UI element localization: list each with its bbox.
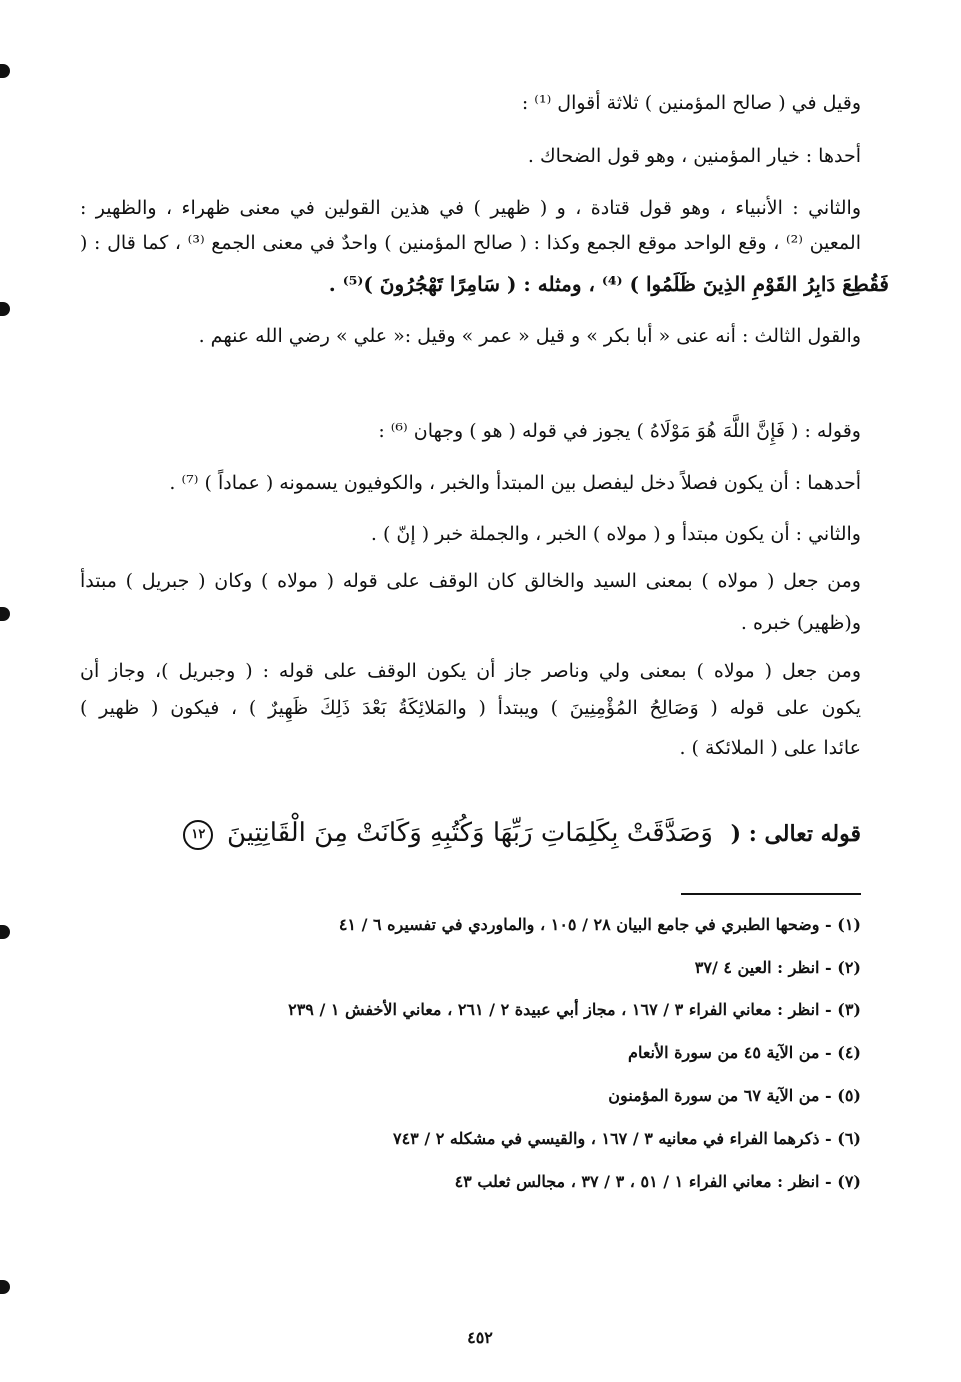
body-line-5: فَقُطِعَ دَابِرُ القَوْمِ الذِينَ ظَلَمُوا ) ⁽⁴⁾ ، ومثله : ( سَامِرًا تَهْجُرُونَ )⁽⁵⁾ . — [328, 272, 889, 296]
body-line-1: وقيل في ( صالح المؤمنين ) ثلاثة أقوال ⁽¹⁾ : — [521, 92, 861, 114]
body-line-14: عائدا على ( الملائكة ) . — [679, 737, 861, 759]
body-line-3: والثاني : الأنبياء ، وهو قول قتادة ، و ( ظهير ) في هذين القولين في معنى ظهراء ، والظهير : — [80, 197, 861, 219]
scan-edge-mark — [0, 607, 10, 621]
body-line-4: المعين ⁽²⁾ ، وقع الواحد موقع الجمع وكذا : ( صالح المؤمنين ) واحدٌ في معنى الجمع ⁽³⁾ ، كما قال : ( — [80, 232, 861, 254]
footnote-4: (٤) - من الآية ٤٥ من سورة الأنعام — [628, 1043, 861, 1062]
footnote-1: (١) - وضحها الطبري في جامع البيان ٢٨ / ١٠٥ ، والماوردي في تفسيره ٦ / ٤١ — [338, 915, 861, 934]
scan-edge-mark — [0, 302, 10, 316]
body-line-8: أحدهما : أن يكون فصلاً دخل ليفصل بين المبتدأ والخبر ، والكوفيون يسمونه ( عماداً ) ⁽⁷⁾ . — [169, 472, 861, 494]
verse-text: وَصَدَّقَتْ بِكَلِمَاتِ رَبِّهَا وَكُتُبِهِ وَكَانَتْ مِنَ الْقَانِتِينَ — [226, 818, 713, 848]
body-line-11: و(ظهير) خبره . — [740, 612, 861, 634]
body-line-10: ومن جعل ( مولاه ) بمعنى السيد والخالق كان الوقف على قوله ( مولاه ) وكان ( جبريل ) مبتدأ — [80, 570, 861, 592]
page-number: ٤٥٢ — [467, 1328, 493, 1347]
verse-intro: قوله تعالى : ( — [730, 821, 861, 847]
scan-edge-mark — [0, 64, 10, 78]
body-line-13: يكون على قوله ( وَصَالِحُ المُؤْمِنِينَ ) ويبتدأ ( والمَلائِكَةُ بَعْدَ ذَلِكَ ظَهِيرٌ ) ، فيكون ( ظهير ) — [80, 697, 861, 719]
footnote-6: (٦) - ذكرهما الفراء في معانيه ٣ / ١٦٧ ، والقيسي في مشكله ٢ / ٧٤٣ — [392, 1129, 861, 1148]
body-line-2: أحدها : خيار المؤمنين ، وهو قول الضحاك . — [527, 145, 861, 167]
footnote-3: (٣) - انظر : معاني الفراء ٣ / ١٦٧ ، مجاز أبي عبيدة ٢ / ٢٦١ ، معاني الأخفش ١ / ٢٣٩ — [288, 1000, 861, 1019]
footnote-7: (٧) - انظر : معاني الفراء ١ / ٥١ ، ٣ / ٣٧ ، مجالس ثعلب ٤٣ — [454, 1172, 861, 1191]
footnote-2: (٢) - انظر : العين ٤ /٣٧ — [694, 958, 861, 977]
footnote-separator — [681, 893, 861, 895]
body-line-12: ومن جعل ( مولاه ) بمعنى ولي وناصر جاز أن يكون الوقف على قوله : ( وجبريل )، وجاز أن — [80, 660, 861, 682]
footnote-5: (٥) - من الآية ٦٧ من سورة المؤمنون — [608, 1086, 861, 1105]
body-line-6: والقول الثالث : أنه عنى « أبا بكر » و قيل « عمر » وقيل :« علي » رضي الله عنهم . — [198, 325, 861, 347]
verse-number-badge: ١٢ — [183, 820, 213, 850]
scan-edge-mark — [0, 925, 10, 939]
body-line-9: والثاني : أن يكون مبتدأ و ( مولاه ) الخبر ، والجملة خبر ( إنّ ) . — [370, 523, 861, 545]
scan-edge-mark — [0, 1280, 10, 1294]
body-line-7: وقوله : ( فَإِنَّ اللَّهَ هُوَ مَوْلَاهُ ) يجوز في قوله ( هو ) وجهان ⁽⁶⁾ : — [378, 420, 861, 442]
quran-verse-heading — [183, 818, 861, 850]
